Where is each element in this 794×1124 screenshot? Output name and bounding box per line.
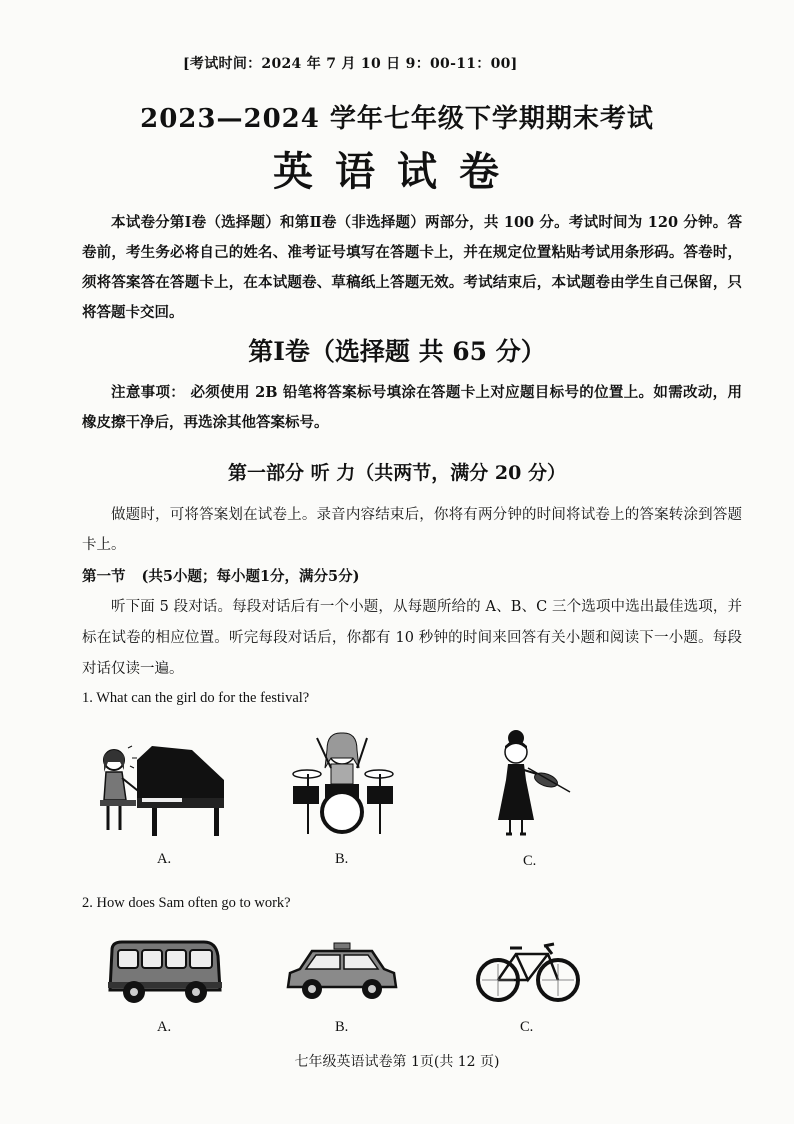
bus-icon (104, 938, 224, 1008)
section-instructions: 听下面 5 段对话。每段对话后有一个小题，从每题所给的 A、B、C 三个选项中选出最佳选项，并标在试卷的相应位置。听完每段对话后，你都有 10 秒钟的时间来回答有关小题和阅读下一小题。每段对话仅读一遍。 (82, 599, 742, 677)
page-footer: 七年级英语试卷第 1页(共 12 页) (294, 1054, 500, 1070)
section-info: (共5小题；每小题1分，满分5分) (141, 568, 360, 585)
option-label: B. (335, 1019, 349, 1035)
taxi-icon (284, 941, 400, 1001)
piano-icon (92, 738, 232, 838)
exam-time: [考试时间：2024 年 7 月 10 日 9：00-11：00] (183, 56, 518, 72)
notice-paragraph: 注意事项： 必须使用 2B 铅笔将答案标号填涂在答题卡上对应题目标号的位置上。如需改动，用橡皮擦干净后，再选涂其他答案标号。 (82, 384, 742, 431)
part-intro: 做题时，可将答案划在试卷上。录音内容结束后，你将有两分钟的时间将试卷上的答案转涂到答题卡上。 (82, 507, 742, 553)
question-1: 1. What can the girl do for the festival? (82, 690, 310, 706)
part-title: 第一部分 听 力（共两节，满分 20 分） (228, 462, 566, 484)
option-label: C. (523, 853, 537, 869)
main-title: 2023—2024 学年七年级下学期期末考试 (140, 104, 654, 134)
option-label: C. (520, 1019, 534, 1035)
option-label: A. (157, 1019, 172, 1035)
section-title: 第Ⅰ卷（选择题 共 65 分） (248, 337, 546, 366)
subject-title: 英语试卷 (273, 148, 521, 195)
option-label: A. (157, 851, 172, 867)
section-heading (82, 565, 376, 586)
question-2: 2. How does Sam often go to work? (82, 895, 291, 911)
drums-icon (287, 728, 397, 838)
section-label: 第一节 (82, 568, 126, 585)
bicycle-icon (476, 940, 580, 1004)
option-label: B. (335, 851, 349, 867)
violin-icon (488, 728, 578, 838)
intro-paragraph: 本试卷分第Ⅰ卷（选择题）和第Ⅱ卷（非选择题）两部分，共 100 分。考试时间为 120 分钟。答卷前，考生务必将自己的姓名、准考证号填写在答题卡上，并在规定位置粘贴考试用条形码。答卷时，须将答案答在答题卡上，在本试题卷、草稿纸上答题无效。考试结束后，本试题卷由学生自己保留，只将答题卡交回。 (82, 214, 742, 321)
